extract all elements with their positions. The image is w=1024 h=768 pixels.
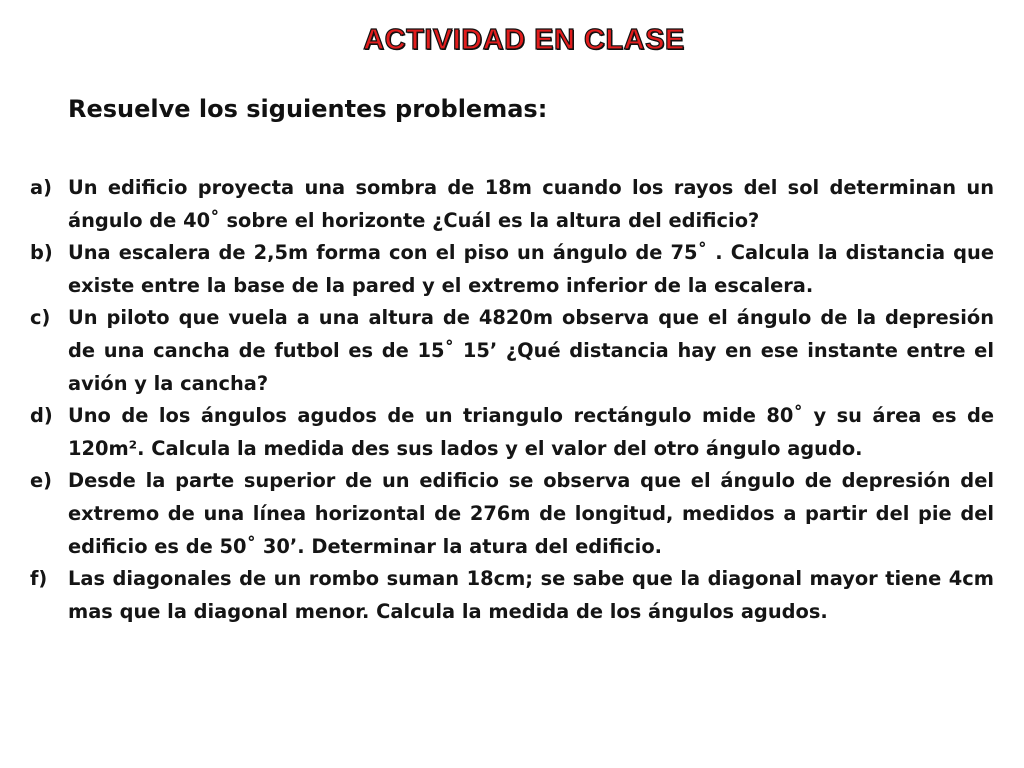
problem-text: Una escalera de 2,5m forma con el piso un ángulo de 75˚ . Calcula la distancia que existe entre la base de la pared y el extremo inferior de la escalera. xyxy=(68,241,994,297)
problem-letter: a) xyxy=(30,176,52,199)
problem-letter: e) xyxy=(30,469,53,493)
problem-text: Uno de los ángulos agudos de un triangulo rectángulo mide 80˚ y su área es de 120m². Calcula la medida des sus lados y el valor del otro ángulo agudo. xyxy=(68,404,994,460)
problem-list xyxy=(30,172,994,628)
problem-text: Las diagonales de un rombo suman 18cm; se sabe que la diagonal mayor tiene 4cm mas que la diagonal menor. Calcula la medida de los ángulos agudos. xyxy=(68,567,994,623)
problem-item-a xyxy=(30,172,994,237)
problem-text: Un edificio proyecta una sombra de 18m cuando los rayos del sol determinan un ángulo de 40˚ sobre el horizonte ¿Cuál es la altura del edificio? xyxy=(68,176,994,232)
problem-letter: b) xyxy=(30,241,53,265)
problem-letter: f) xyxy=(30,567,48,591)
problem-item-e xyxy=(30,465,994,563)
problem-letter: d) xyxy=(30,404,53,428)
problem-text: Un piloto que vuela a una altura de 4820m observa que el ángulo de la depresión de una cancha de futbol es de 15˚ 15’ ¿Qué distancia hay en ese instante entre el avión y la cancha? xyxy=(68,306,994,395)
slide-title: ACTIVIDAD EN CLASE xyxy=(363,24,685,56)
slide-subtitle: Resuelve los siguientes problemas: xyxy=(68,95,548,123)
problem-item-d xyxy=(30,400,994,465)
problem-item-f xyxy=(30,563,994,628)
problem-text: Desde la parte superior de un edificio se observa que el ángulo de depresión del extremo de una línea horizontal de 276m de longitud, medidos a partir del pie del edificio es de 50˚ 30’. Determinar la atura del edificio. xyxy=(68,469,994,558)
problem-letter: c) xyxy=(30,306,51,330)
problem-item-c xyxy=(30,302,994,400)
problem-item-b xyxy=(30,237,994,302)
